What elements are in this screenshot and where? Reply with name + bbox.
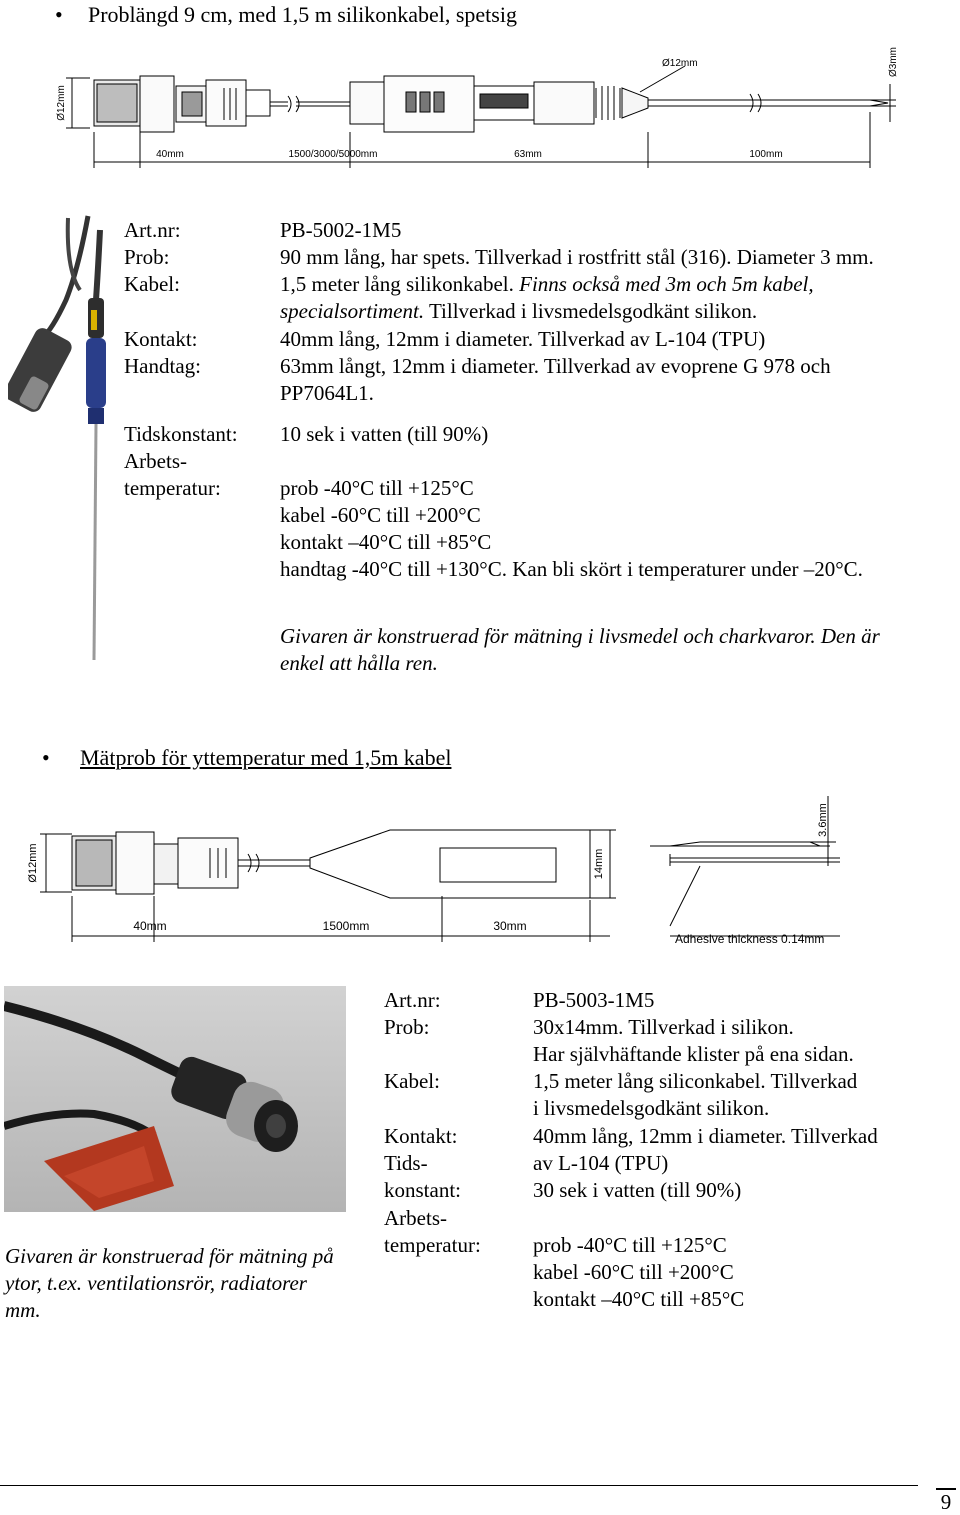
- value-prob-line2: Har självhäftande klister på ena sidan.: [533, 1042, 854, 1066]
- value-prob: 90 mm lång, har spets. Tillverkad i rostfritt stål (316). Diameter 3 mm.: [280, 245, 874, 269]
- caption-line1: Givaren är konstruerad för mätning på: [5, 1244, 334, 1268]
- label-prob: Prob:: [384, 1015, 430, 1039]
- label-handtag: Handtag:: [124, 354, 201, 378]
- probe-photo: [8, 210, 118, 670]
- dim-height-paddle: 14mm: [593, 848, 605, 880]
- dim-diameter-top: Ø12mm: [662, 58, 698, 69]
- value-handtag-line2: PP7064L1.: [280, 381, 374, 405]
- label-arbets: Arbets-: [124, 449, 187, 473]
- label-tids: Tids-: [384, 1151, 428, 1175]
- label-kontakt: Kontakt:: [384, 1124, 458, 1148]
- caption-line3: mm.: [5, 1298, 41, 1322]
- value-prob-line1: 30x14mm. Tillverkad i silikon.: [533, 1015, 794, 1039]
- value-tidskonstant: 10 sek i vatten (till 90%): [280, 422, 489, 446]
- value-handtag-line1: 63mm långt, 12mm i diameter. Tillverkad av evoprene G 978 och: [280, 354, 831, 378]
- dim-length-cable: 1500/3000/5000mm: [288, 149, 378, 160]
- value-artnr: PB-5002-1M5: [280, 218, 402, 242]
- dim-diameter: Ø12mm: [27, 843, 39, 883]
- dim-length-connector: 40mm: [133, 919, 167, 933]
- label-artnr: Art.nr:: [124, 218, 181, 242]
- label-artnr: Art.nr:: [384, 988, 441, 1012]
- label-kabel: Kabel:: [124, 272, 180, 296]
- value-temp-handtag: handtag -40°C till +130°C. Kan bli skört i temperaturer under –20°C.: [280, 557, 863, 581]
- dim-diameter-left: Ø12mm: [56, 85, 67, 121]
- caption-line2: ytor, t.ex. ventilationsrör, radiatorer: [5, 1271, 307, 1295]
- value-kontakt: 40mm lång, 12mm i diameter. Tillverkad av L-104 (TPU): [280, 327, 766, 351]
- label-prob: Prob:: [124, 245, 170, 269]
- value-artnr: PB-5003-1M5: [533, 988, 655, 1012]
- probe-technical-drawing: [50, 36, 910, 176]
- value-kabel-line2: specialsortiment. Tillverkad i livsmedelsgodkänt silikon.: [280, 299, 758, 323]
- dim-diameter-tip: Ø3mm: [888, 47, 899, 77]
- label-temperatur: temperatur:: [124, 476, 221, 500]
- dim-length-probe: 100mm: [749, 149, 783, 160]
- label-kabel: Kabel:: [384, 1069, 440, 1093]
- surface-probe-technical-drawing: [10, 796, 870, 956]
- dim-length-connector: 40mm: [156, 149, 184, 160]
- section-heading: Mätprob för yttemperatur med 1,5m kabel: [80, 745, 452, 770]
- label-konstant: konstant:: [384, 1178, 461, 1202]
- label-kontakt: Kontakt:: [124, 327, 198, 351]
- dim-thickness: 3.6mm: [817, 803, 829, 837]
- value-kontakt-line2: av L-104 (TPU): [533, 1151, 669, 1175]
- note-line2: enkel att hålla ren.: [280, 651, 438, 675]
- section-heading: Problängd 9 cm, med 1,5 m silikonkabel, spetsig: [88, 2, 517, 27]
- surface-probe-photo: [4, 986, 346, 1212]
- value-kabel-line1: 1,5 meter lång siliconkabel. Tillverkad: [533, 1069, 858, 1093]
- bullet: •: [55, 2, 63, 27]
- note-line1: Givaren är konstruerad för mätning i livsmedel och charkvaror. Den är: [280, 624, 880, 648]
- value-tidskonstant: 30 sek i vatten (till 90%): [533, 1178, 742, 1202]
- bullet: •: [42, 745, 50, 770]
- value-kabel-line1: 1,5 meter lång silikonkabel. Finns också med 3m och 5m kabel,: [280, 272, 814, 296]
- value-temp-kabel: kabel -60°C till +200°C: [533, 1260, 734, 1284]
- footer-rule: [0, 1485, 918, 1486]
- dim-length-paddle: 30mm: [493, 919, 527, 933]
- value-kabel-line2: i livsmedelsgodkänt silikon.: [533, 1096, 770, 1120]
- label-tidskonstant: Tidskonstant:: [124, 422, 238, 446]
- dim-length-cable: 1500mm: [322, 919, 370, 933]
- value-temp-kabel: kabel -60°C till +200°C: [280, 503, 481, 527]
- dim-length-handle: 63mm: [514, 149, 542, 160]
- dim-adhesive: Adhesive thickness 0.14mm: [675, 932, 825, 946]
- value-temp-prob: prob -40°C till +125°C: [533, 1233, 727, 1257]
- label-arbets: Arbets-: [384, 1206, 447, 1230]
- label-temperatur: temperatur:: [384, 1233, 481, 1257]
- value-temp-kontakt: kontakt –40°C till +85°C: [533, 1287, 745, 1311]
- value-temp-prob: prob -40°C till +125°C: [280, 476, 474, 500]
- value-kontakt-line1: 40mm lång, 12mm i diameter. Tillverkad: [533, 1124, 878, 1148]
- value-temp-kontakt: kontakt –40°C till +85°C: [280, 530, 492, 554]
- page-number: 9: [936, 1488, 956, 1515]
